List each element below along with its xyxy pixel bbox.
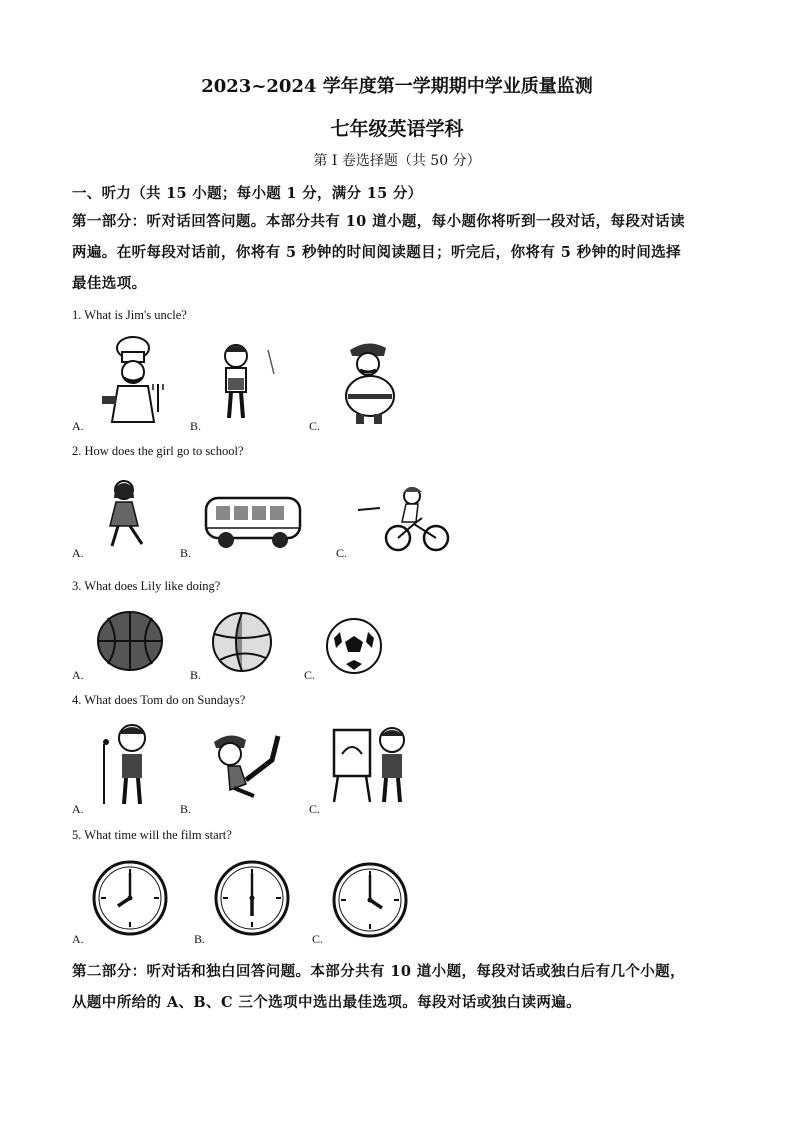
option-c[interactable]: C. [309,419,321,433]
question-1: 1. What is Jim's uncle? [72,308,187,322]
bicycle-girl-image [356,484,452,554]
clock-four-image [332,862,408,938]
option-a[interactable]: A. [72,802,84,816]
school-bus-image [202,492,304,552]
instruction-line: 第二部分：听对话和独白回答问题。本部分共有 10 道小题，每段对话或独白后有几个小题， [72,963,685,980]
option-c[interactable]: C. [304,668,316,682]
instruction-line: 从题中所给的 A、B、C 三个选项中选出最佳选项。每段对话或独白读两遍。 [72,994,582,1011]
option-b[interactable]: B. [190,419,202,433]
option-a[interactable]: A. [72,419,84,433]
dancing-boy-image [206,730,286,800]
option-b[interactable]: B. [190,668,202,682]
instruction-line: 第一部分：听对话回答问题。本部分共有 10 道小题，每小题你将听到一段对话，每段对话读 [72,213,685,230]
option-b[interactable]: B. [180,802,192,816]
option-c[interactable]: C. [312,932,324,946]
option-a[interactable]: A. [72,668,84,682]
option-b[interactable]: B. [194,932,206,946]
volleyball-image [210,612,274,672]
question-4: 4. What does Tom do on Sundays? [72,693,246,707]
part1-instructions [72,206,732,299]
question-3: 3. What does Lily like doing? [72,579,221,593]
singing-boy-image [96,722,158,806]
option-a[interactable]: A. [72,932,84,946]
instruction-line: 两遍。在听每段对话前，你将有 5 秒钟的时间阅读题目；听完后，你将有 5 秒钟的时间选择 [72,244,681,261]
clock-six-image [214,860,290,936]
question-2: 2. How does the girl go to school? [72,444,244,458]
chef-image [98,334,168,426]
basketball-image [96,610,164,672]
part2-instructions [72,956,732,1018]
option-a[interactable]: A. [72,546,84,560]
option-b[interactable]: B. [180,546,192,560]
exam-title: 2023~2024 学年度第一学期期中学业质量监测 [201,76,593,97]
question-5: 5. What time will the film start? [72,828,232,842]
clock-eight-image [92,860,168,936]
listening-heading: 一、听力（共 15 小题；每小题 1 分，满分 15 分） [72,185,423,202]
section-heading: 第 I 卷选择题（共 50 分） [313,153,481,169]
teacher-image [212,342,284,422]
drawing-boy-image [330,724,416,804]
option-c[interactable]: C. [309,802,321,816]
subject-title: 七年级英语学科 [330,118,464,140]
police-officer-image [330,336,410,426]
football-image [326,618,382,674]
instruction-line: 最佳选项。 [72,275,147,292]
walking-girl-image [98,478,154,550]
option-c[interactable]: C. [336,546,348,560]
